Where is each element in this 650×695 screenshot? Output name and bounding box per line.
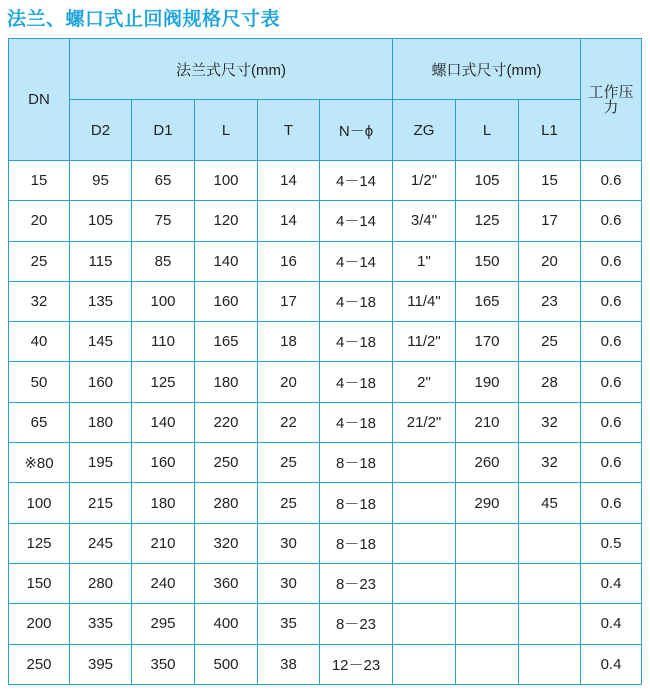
table-cell: 360: [195, 563, 258, 603]
spec-table: [8, 38, 642, 685]
table-cell: 15: [9, 161, 70, 201]
table-cell: 220: [195, 402, 258, 442]
table-cell: 0.5: [581, 523, 642, 563]
table-cell: 50: [9, 362, 70, 402]
header-pressure-line2: 力: [603, 98, 619, 116]
header-l-flange: L: [195, 100, 258, 161]
table-cell: 95: [70, 161, 132, 201]
table-cell: 4－18: [320, 281, 393, 321]
header-l-thread: L: [456, 100, 519, 161]
table-row: [9, 281, 642, 321]
table-cell: 400: [195, 604, 258, 644]
table-cell: 8－18: [320, 483, 393, 523]
table-cell: 4－18: [320, 402, 393, 442]
table-cell: [456, 644, 519, 684]
table-cell: 17: [519, 201, 581, 241]
table-cell: 1": [393, 241, 456, 281]
table-row: [9, 322, 642, 362]
table-cell: 115: [70, 241, 132, 281]
table-cell: 0.6: [581, 241, 642, 281]
table-cell: 20: [9, 201, 70, 241]
table-row: [9, 201, 642, 241]
table-cell: 4－18: [320, 362, 393, 402]
table-cell: 11/4": [393, 281, 456, 321]
table-cell: 160: [70, 362, 132, 402]
table-cell: 65: [9, 402, 70, 442]
table-cell: 350: [132, 644, 195, 684]
table-row: [9, 563, 642, 603]
table-cell: 25: [258, 483, 320, 523]
table-cell: 65: [132, 161, 195, 201]
table-cell: 15: [519, 161, 581, 201]
table-cell: 0.6: [581, 322, 642, 362]
table-cell: 25: [258, 443, 320, 483]
table-cell: 105: [70, 201, 132, 241]
table-row: [9, 604, 642, 644]
table-cell: 250: [195, 443, 258, 483]
table-cell: 240: [132, 563, 195, 603]
table-cell: [456, 523, 519, 563]
table-cell: 140: [132, 402, 195, 442]
table-cell: 125: [132, 362, 195, 402]
table-cell: 290: [456, 483, 519, 523]
table-cell: 40: [9, 322, 70, 362]
table-cell: 14: [258, 161, 320, 201]
table-cell: 12－23: [320, 644, 393, 684]
table-row: [9, 483, 642, 523]
header-d1: D1: [132, 100, 195, 161]
header-pressure: [581, 39, 642, 161]
table-cell: 32: [9, 281, 70, 321]
table-row: [9, 402, 642, 442]
table-cell: 105: [456, 161, 519, 201]
table-cell: 28: [519, 362, 581, 402]
table-cell: 1/2": [393, 161, 456, 201]
table-cell: 4－14: [320, 241, 393, 281]
table-cell: 4－14: [320, 161, 393, 201]
table-cell: 45: [519, 483, 581, 523]
table-cell: 0.4: [581, 644, 642, 684]
table-cell: [393, 563, 456, 603]
table-cell: 25: [9, 241, 70, 281]
table-cell: 0.6: [581, 443, 642, 483]
table-cell: 100: [195, 161, 258, 201]
table-cell: 0.6: [581, 201, 642, 241]
table-cell: [456, 604, 519, 644]
table-cell: 2": [393, 362, 456, 402]
table-cell: 500: [195, 644, 258, 684]
table-cell: 335: [70, 604, 132, 644]
table-cell: 20: [258, 362, 320, 402]
table-cell: 11/2": [393, 322, 456, 362]
table-cell: 32: [519, 402, 581, 442]
table-cell: 250: [9, 644, 70, 684]
table-cell: 145: [70, 322, 132, 362]
table-cell: 160: [132, 443, 195, 483]
header-t: T: [258, 100, 320, 161]
table-cell: 23: [519, 281, 581, 321]
table-cell: 150: [9, 563, 70, 603]
table-cell: 30: [258, 563, 320, 603]
table-cell: 110: [132, 322, 195, 362]
header-pressure-line1: 工作压: [588, 83, 634, 101]
table-cell: 210: [456, 402, 519, 442]
table-cell: 100: [9, 483, 70, 523]
table-cell: 8－18: [320, 523, 393, 563]
table-cell: 75: [132, 201, 195, 241]
table-cell: 85: [132, 241, 195, 281]
table-cell: 395: [70, 644, 132, 684]
table-cell: 165: [456, 281, 519, 321]
header-d2: D2: [70, 100, 132, 161]
table-cell: 0.4: [581, 563, 642, 603]
table-cell: 20: [519, 241, 581, 281]
table-cell: 210: [132, 523, 195, 563]
table-cell: ※80: [9, 443, 70, 483]
table-body: [9, 161, 642, 685]
table-cell: 195: [70, 443, 132, 483]
page-title: 法兰、螺口式止回阀规格尺寸表: [7, 9, 281, 30]
table-cell: 8－23: [320, 563, 393, 603]
table-row: [9, 443, 642, 483]
table-cell: 125: [456, 201, 519, 241]
table-cell: [519, 563, 581, 603]
table-cell: 215: [70, 483, 132, 523]
table-cell: 22: [258, 402, 320, 442]
table-cell: 16: [258, 241, 320, 281]
table-cell: 4－18: [320, 322, 393, 362]
table-cell: 4－14: [320, 201, 393, 241]
table-row: [9, 362, 642, 402]
table-cell: 180: [70, 402, 132, 442]
table-row: [9, 644, 642, 684]
table-cell: 165: [195, 322, 258, 362]
table-cell: 245: [70, 523, 132, 563]
table-cell: 100: [132, 281, 195, 321]
table-cell: 260: [456, 443, 519, 483]
table-cell: [393, 443, 456, 483]
table-cell: 120: [195, 201, 258, 241]
table-cell: 21/2": [393, 402, 456, 442]
table-cell: 140: [195, 241, 258, 281]
table-cell: 280: [195, 483, 258, 523]
header-zg: ZG: [393, 100, 456, 161]
table-cell: 150: [456, 241, 519, 281]
table-cell: 125: [9, 523, 70, 563]
table-cell: 32: [519, 443, 581, 483]
table-cell: 0.6: [581, 483, 642, 523]
table-cell: [393, 483, 456, 523]
header-thread-group: 螺口式尺寸(mm): [393, 39, 581, 100]
table-cell: 8－18: [320, 443, 393, 483]
table-cell: 0.6: [581, 362, 642, 402]
table-cell: 160: [195, 281, 258, 321]
table-cell: 200: [9, 604, 70, 644]
table-cell: 14: [258, 201, 320, 241]
table-cell: 8－23: [320, 604, 393, 644]
table-row: [9, 523, 642, 563]
table-cell: 18: [258, 322, 320, 362]
header-n-phi: N－ϕ: [320, 100, 393, 161]
table-cell: 0.6: [581, 281, 642, 321]
table-cell: 0.6: [581, 161, 642, 201]
table-cell: 320: [195, 523, 258, 563]
header-l1: L1: [519, 100, 581, 161]
table-cell: 180: [132, 483, 195, 523]
table-cell: 35: [258, 604, 320, 644]
table-cell: [519, 604, 581, 644]
header-dn: DN: [9, 39, 70, 161]
table-cell: 17: [258, 281, 320, 321]
table-cell: 0.6: [581, 402, 642, 442]
table-cell: 170: [456, 322, 519, 362]
table-cell: [456, 563, 519, 603]
table-cell: 280: [70, 563, 132, 603]
table-row: [9, 161, 642, 201]
table-cell: 0.4: [581, 604, 642, 644]
table-cell: [393, 604, 456, 644]
table-cell: [519, 523, 581, 563]
table-cell: 30: [258, 523, 320, 563]
table-cell: [393, 523, 456, 563]
table-cell: [519, 644, 581, 684]
table-row: [9, 241, 642, 281]
table-cell: 135: [70, 281, 132, 321]
table-cell: 25: [519, 322, 581, 362]
table-cell: 38: [258, 644, 320, 684]
header-flange-group: 法兰式尺寸(mm): [70, 39, 393, 100]
table-cell: 3/4": [393, 201, 456, 241]
table-cell: [393, 644, 456, 684]
table-cell: 190: [456, 362, 519, 402]
table-cell: 180: [195, 362, 258, 402]
table-cell: 295: [132, 604, 195, 644]
